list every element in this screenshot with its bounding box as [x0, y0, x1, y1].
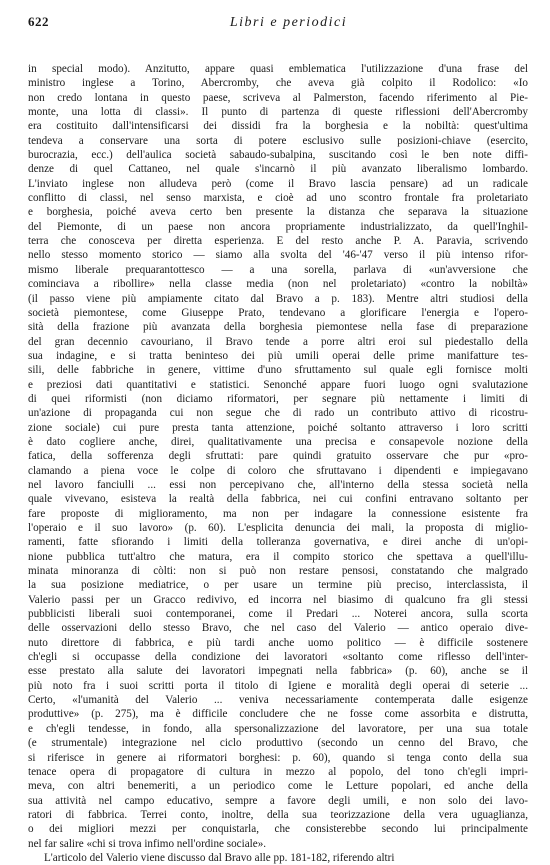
text-line: sili, delle fabbriche in genere, vittime d'uno sfruttamento sul quale egli fornisce molti [28, 364, 528, 377]
body-text [28, 62, 528, 865]
text-line: L'inviato inglese non alludeva però (come il Bravo lascia pensare) ad un radicale [28, 177, 528, 190]
text-line: la sua posizione mediatrice, o per usare un termine più preciso, interclassista, il [28, 579, 528, 592]
text-line: era costituito dall'intensificarsi dei dissidi fra la borghesia e la nobiltà: quest'ultima [28, 120, 528, 133]
text-line: o dei migliori mezzi per conquistarla, che consisterebbe secondo lui principalmente [28, 823, 528, 836]
text-line: del gran decennio cavouriano, il Bravo tende a porre altri eroi sul piedestallo della [28, 335, 528, 348]
text-line: in special modo). Anzitutto, appare quasi emblematica l'utilizzazione d'una frase del [28, 63, 528, 75]
text-line: clamando a piena voce le colpe di coloro che sfruttavano i dipendenti e impiegavano [28, 464, 528, 477]
text-line: è dato cogliere anche, direi, qualitativamente una precisa e consapevole nozione della [28, 435, 528, 448]
text-line: ratori di fabbrica. Terrei conto, inoltre, della sua teorizzazione della vera uguaglianza, [28, 808, 528, 821]
text-line: e borghesia, poiché aveva certo ben presente la distanza che separava la situazione [28, 206, 528, 219]
text-line: più noto fra i suoi scritti porta il titolo di Igiene e moralità degli operai di seterie ... [28, 679, 528, 692]
running-header [28, 14, 528, 36]
text-line: l'operaio e il suo lavoro» (p. 60). L'esplicita denuncia dei mali, la proposta di miglio- [28, 522, 528, 534]
text-line: sua attività nel campo educativo, sempre a favore degli umili, e non solo dei lavo- [28, 794, 528, 807]
text-line: tenace opera di propagatore di cultura in mezzo al popolo, del tono ch'egli impri- [28, 765, 528, 778]
text-line: fare proposte di miglioramento, ma non per indagare la connessione esistente fra [28, 507, 528, 520]
text-line: monte, una lotta di classi». Il punto di partenza di queste riflessioni dell'Abercromby [28, 106, 528, 119]
text-line: non credo lontana in questo paese, scriveva al Palmerston, facendo riferimento al Pie- [28, 91, 528, 104]
text-line: di quei riformisti (non diciamo riformatori, per segnare più nettamente i limiti di [28, 392, 528, 405]
text-line: nuto direttore di fabbrica, e più tardi anche uomo politico — è difficile sostenere [28, 636, 528, 649]
text-line: denze di quel Cattaneo, nel quale s'incarnò il più avanzato liberalismo lombardo. [28, 163, 528, 176]
text-line: zione sociale) cui pure presta tanta attenzione, poiché soltanto attraverso i loro scritti [28, 421, 528, 434]
text-line: (e strumentale) integrazione nel ciclo produttivo (secondo un cenno del Bravo, che [28, 737, 528, 750]
text-line: Certo, «l'umanità del Valerio ... veniva necessariamente contemperata dalle esigenze [28, 694, 528, 707]
text-line: sità della frazione più avanzata della borghesia piemontese nella fase di preparazione [28, 321, 528, 334]
text-line: quale vivevano, esisteva la realtà della fabbrica, nei cui confini entravano soltanto per [28, 493, 528, 506]
text-line: nione pubblica tutt'altro che matura, era il compito storico che spettava a quell'illu- [28, 550, 528, 563]
text-line: pubblicisti liberali suoi contemporanei, come il Predari ... Noterei ancora, sulla scorta [28, 608, 528, 621]
text-line: ministro inglese a Torino, Abercromby, che aveva già colpito il Rodolico: «Io [28, 77, 528, 90]
text-line: produttive» (p. 275), ma è difficile concludere che ne fosse come assorbita e distrutta, [28, 708, 528, 721]
text-line: L'articolo del Valerio viene discusso dal Bravo alle pp. 181-182, riferendo altri [44, 851, 395, 864]
text-line: società piemontese, come Giuseppe Prato, tendevano a glorificare l'energia e l'opero- [28, 306, 528, 319]
text-line: nel far salire «chi si trova infimo nell'ordine sociale». [28, 837, 267, 850]
text-line: nel lavoro fanciulli ... essi non percepivano che, all'interno della stessa società nella [28, 478, 528, 491]
text-line: minata minoranza di còlti: non si può non restare pensosi, constatando che malgrado [28, 565, 528, 578]
text-line: delle osservazioni dello stesso Bravo, che nel caso del Valerio — antico operaio dive- [28, 622, 528, 635]
text-line: del Piemonte, di un paese non ancora propriamente industrializzato, da quell'Inghil- [28, 220, 528, 233]
text-line: sua indagine, e si tratta beninteso dei più umili operai delle prime manifatture tes- [28, 349, 528, 362]
running-title: Libri e periodici [229, 15, 348, 30]
text-line: cominciava a ribollire» nella classe media (non nel proletariato) «contro la nobiltà» [28, 278, 528, 291]
text-line: tendeva a conservare una sorta di potere esclusivo sulle posizioni-chiave (esercito, [28, 134, 528, 147]
text-line: (il passo viene più ampiamente citato dal Bravo a p. 183). Mentre altri studiosi della [28, 292, 528, 305]
text-line: fatica, della sofferenza degli sfruttati: pare quindi gratuito osservare che pur «pro- [28, 450, 528, 463]
text-line: si riferisce in genere ai riformatori borghesi: p. 60), quando si tenga conto della sua [28, 751, 528, 764]
text-line: ch'egli si occupasse della condizione dei lavoratori «soltanto come riflesso dell'inter- [28, 651, 528, 664]
text-line: nello stesso momento storico — siamo alla svolta del '46-'47 verso il più intenso rifor- [28, 249, 528, 262]
text-line: e ch'egli tendesse, in fondo, alla spersonalizzazione del lavoratore, per una sua totale [28, 722, 528, 735]
text-line: conflitto di classi, nel senso marxista, e cioè ad uno scontro frontale fra proletariato [28, 192, 528, 205]
text-line: un'azione di propaganda cui non segue che di rado un contributo attivo di ricostru- [28, 407, 528, 420]
text-line: ramenti, fatte sfiorando i limiti della tolleranza governativa, e direi anche di un'opi- [28, 536, 528, 549]
text-line: mismo liberale prequarantottesco — a una sorella, parlava di «un'avversione che [28, 263, 528, 276]
page-number: 622 [28, 14, 49, 29]
text-line: burocrazia, ecc.) dell'aulica società sabaudo-subalpina, suscitando così le ben note diffi- [28, 149, 528, 162]
text-line: Valerio passi per un Gracco redivivo, ed incorra nel biasimo di qualcuno fra gli stessi [28, 593, 528, 606]
text-line: esse prestato alla salute dei lavoratori impegnati nella fabbrica» (p. 60), anche se il [28, 665, 528, 678]
text-line: e preziosi dati quantitativi e statistici. Senonché appare fuori luogo ogni svalutazione [28, 378, 528, 391]
text-line: terra che conosceva per diretta esperienza. E del resto anche P. A. Paravia, scrivendo [28, 235, 528, 248]
text-line: meva, con altri benemeriti, a un periodico come le Letture popolari, ed anche della [28, 780, 528, 793]
